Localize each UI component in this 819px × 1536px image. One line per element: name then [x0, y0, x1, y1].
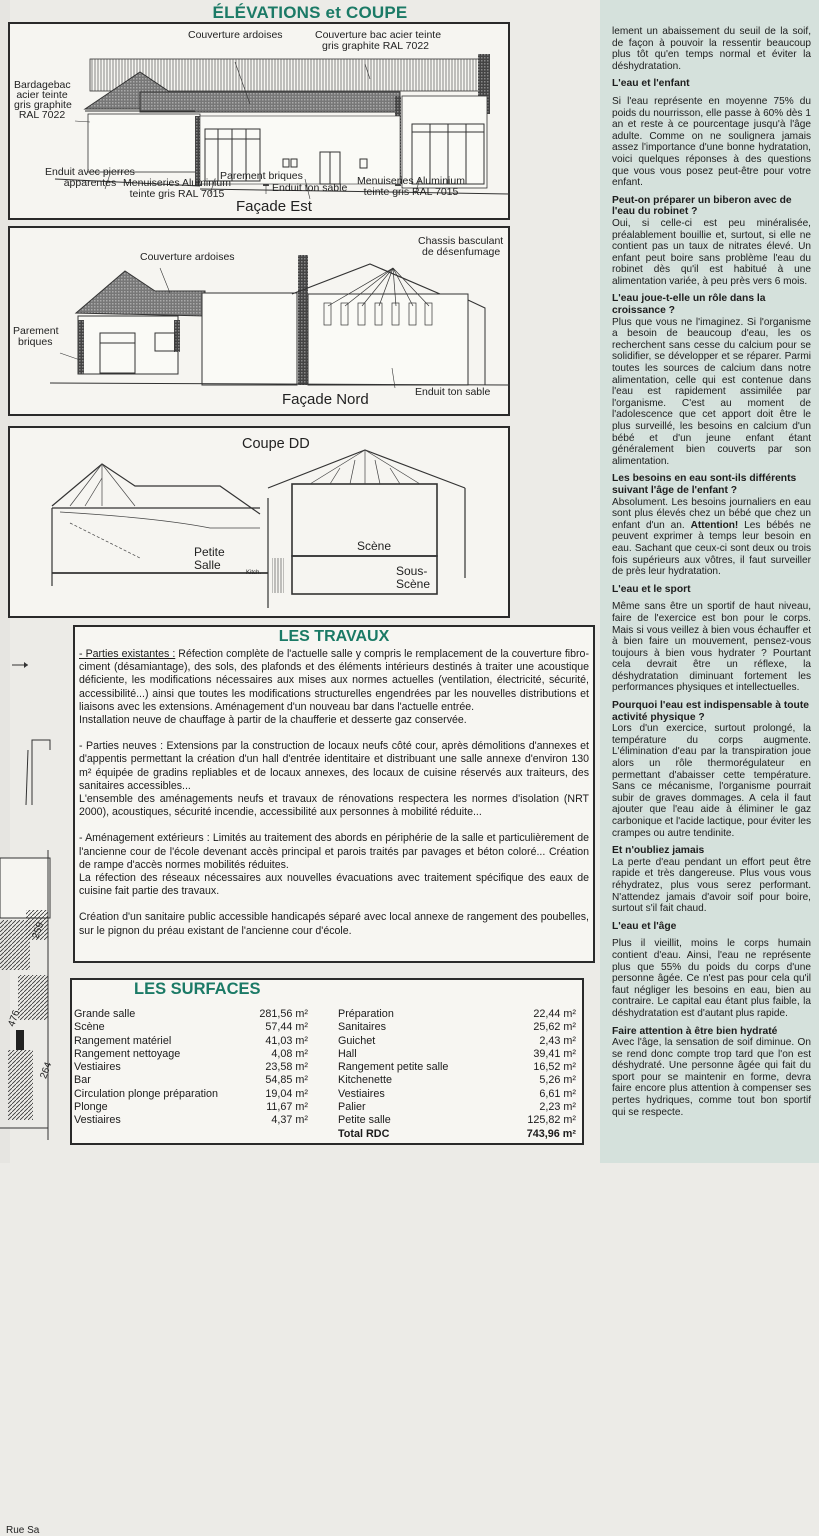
surfaces-right-column — [338, 1008, 576, 1141]
sidebar-intro: lement un abaissement du seuil de la soif, de façon à pouvoir la ressentir beaucoup plus tôt qu'en temps normal et éviter la déshydratation. — [612, 26, 811, 72]
parcel-259: 259 — [30, 920, 47, 941]
section-text: Avec l'âge, la sensation de soif diminue. On se rend donc compte trop tard que l'on est déshydraté. Une personne âgée qui fait du sport pour se maintenir en forme, devra faire encore plus attention à compenser ses pertes hydriques, comme tout bon sportif qui se respecte. — [612, 1037, 811, 1118]
label-petite: Petite — [194, 545, 225, 559]
section-title: Faire attention à être bien hydraté — [612, 1025, 778, 1037]
label-menuiseries-b-2: teinte gris RAL 7015 — [363, 186, 459, 198]
label-menuiseries-a-1: Menuiseries Aluminium — [123, 177, 231, 189]
surface-row: Sanitaires 25,62 m² — [338, 1021, 576, 1034]
section-title: L'eau joue-t-elle un rôle dans la croissance ? — [612, 293, 766, 317]
label-bardage-1: Bardagebac — [14, 79, 71, 91]
existantes-text: Réfection complète de l'actuelle salle y compris le remplacement de la couverture fibro-ciment (désamiantage), des sols, des plafonds et des éléments intérieurs destinés à traiter une acoustique déficiente, les modifications nécessaires aux mises aux normes actuelles (ventilation, électricité, sécurité, accessibilité...) ainsi que toutes les modifications structurelles engendrées par les nouvelles distributions et liaisons avec les extensions. Aménagement d'un nouveau bar dans l'actuelle entrée. — [79, 648, 589, 713]
label-couverture-ardoises: Couverture ardoises — [188, 29, 283, 41]
surface-row: Vestiaires 4,37 m² — [74, 1114, 308, 1127]
surface-total-row: Total RDC 743,96 m² — [338, 1127, 576, 1140]
travaux-neuves: - Parties neuves : Extensions par la construction de locaux neufs côté cour, après démolitions d'annexes et d'appentis permettant la création d'un hall d'entrée identitaire et distribuant une salle annexe d'environ 130 m² équipée de gradins repliables et de locaux annexes, des locaux de cuisine réservés aux traiteurs, des sanitaires accessibles... — [79, 740, 589, 792]
surface-row: Vestiaires 23,58 m² — [74, 1061, 308, 1074]
label-kitch: Kitch. — [246, 570, 262, 576]
label-couverture-ardoises-nord: Couverture ardoises — [140, 251, 235, 263]
attention-emphasis: Attention! — [690, 519, 739, 531]
section-title: L'eau et le sport — [612, 583, 691, 595]
coupe-caption: Coupe DD — [242, 436, 310, 452]
surface-row: Rangement matériel 41,03 m² — [74, 1034, 308, 1047]
label-chassis-1: Chassis basculant — [418, 235, 504, 247]
surfaces-left-column — [74, 1008, 308, 1128]
label-scene: Scène — [357, 539, 392, 553]
label-parement-2: briques — [18, 336, 53, 348]
surface-row: Hall 39,41 m² — [338, 1047, 576, 1060]
travaux-box — [73, 625, 595, 963]
facade-nord-drawing — [8, 226, 510, 416]
section-text: Même sans être un sportif de haut niveau, faire de l'exercice est bon pour le corps. Mais si vous veillez à bien vous échauffer et à bien faire un mouvement, pensez-vous toujours à bien vous hydrater ? Pourtant cela devrait être un réflexe, la déshydratation diminuant fortement les performances physiques et intellectuelles. — [612, 601, 811, 694]
surface-row: Petite salle 125,82 m² — [338, 1114, 576, 1127]
section-title: Peut-on préparer un biberon avec de l'eau du robinet ? — [612, 194, 792, 218]
surface-row: Préparation 22,44 m² — [338, 1008, 576, 1020]
section-title: Et n'oubliez jamais — [612, 845, 705, 857]
surfaces-box — [70, 978, 584, 1145]
label-menuiseries-b-1: Menuiseries Aluminium — [357, 175, 465, 187]
surfaces-title: LES SURFACES — [134, 980, 261, 998]
label-bardage-2: acier teinte — [16, 89, 68, 101]
surface-row: Bar 54,85 m² — [74, 1074, 308, 1087]
label-bardage-3: gris graphite — [14, 99, 72, 111]
label-bardage-4: RAL 7022 — [18, 109, 66, 121]
surface-row: Circulation plonge préparation 19,04 m² — [74, 1087, 308, 1100]
surface-row: Vestiaires 6,61 m² — [338, 1087, 576, 1100]
surface-row: Plonge 11,67 m² — [74, 1101, 308, 1114]
travaux-existantes — [79, 648, 589, 714]
label-couverture-bac-2: gris graphite RAL 7022 — [322, 40, 430, 52]
sidebar-article — [600, 0, 819, 1163]
section-text: Oui, si celle-ci est peu minéralisée, préalablement bouillie et, surtout, si elle ne contient pas un taux de nitrates élevé. Un enfant peut boire sans problème l'eau du robinet dès qu'il est habitué à une alimentation variée, à peu près vers 6 mois. — [612, 217, 811, 287]
label-sous: Sous- — [396, 564, 428, 578]
section-text: Plus que vous ne l'imaginez. Si l'organisme a besoin de beaucoup d'eau, les os recherchent sans cesse du calcium pour se solidifier, se développer et se réparer. Parmi toutes les sources de calcium dans notre alimentation, celle qui est contenue dans l'eau est rapidement assimilée par l'organisme. C'est au moment de l'adolescence que cet apport doit être le plus surveillé, les besoins en calcium d'un bébé et d'un jeune enfant étant généralement bien couverts par son alimentation. — [612, 316, 811, 467]
section-text: Lors d'un exercice, surtout prolongé, la température du corps augmente. L'élimination d'eau par la transpiration joue alors un rôle thermorégulateur en permettant d'abaisser cette température. Sans ce mécanisme, l'organisme pourrait subir de graves dommages. A cela il faut ajouter que l'eau aide à éliminer le gaz carbonique et l'acide lactique, pour éviter les crampes ou autre tendinite. — [612, 723, 811, 839]
section-title: Les besoins en eau sont-ils différents suivant l'âge de l'enfant ? — [612, 473, 797, 496]
surface-row: Guichet 2,43 m² — [338, 1034, 576, 1047]
label-enduit-pierres-1: Enduit avec pierres — [45, 166, 135, 178]
facade-nord-caption: Façade Nord — [282, 391, 369, 408]
label-chassis-2: de désenfumage — [422, 246, 501, 258]
label-couverture-bac-1: Couverture bac acier teinte — [315, 29, 442, 41]
section-text: Absolument. Les besoins journaliers en eau sont plus élevés chez un bébé que chez un enfant d'un an. Attention! Les bébés ne peuvent exprimer à temps leur besoin en eau. Sachant que ceux-ci sont deux ou trois fois supérieurs aux vôtres, il faut surveiller de près leur hydratation. — [612, 496, 812, 578]
label-parement-1: Parement — [13, 325, 59, 337]
surface-row: Palier 2,23 m² — [338, 1101, 576, 1114]
travaux-sanitaire: Création d'un sanitaire public accessible handicapés séparé avec local annexe de rangement des poubelles, sur le pignon du préau existant de l'ancienne cour d'école. — [79, 911, 589, 937]
label-enduit-sable: Enduit ton sable — [272, 182, 348, 194]
label-parement-briques: Parement briques — [220, 170, 303, 182]
travaux-normes: L'ensemble des aménagements neufs et travaux de rénovations respectera les normes d'isolation (NRT 2000), acoustiques, sécurité incendie, accessibilité aux personnes à mobilité réduite... — [79, 793, 589, 819]
facade-est-caption: Façade Est — [236, 198, 312, 215]
page-title: ÉLÉVATIONS et COUPE — [212, 3, 408, 22]
travaux-exterieurs: - Aménagement extérieurs : Limités au traitement des abords en périphérie de la salle et particulièrement de l'ancienne cour de l'école devenant accès principal et parois traités par pavages et béton coloré... Création de rampe d'accès normes mobilités réduites. — [79, 832, 589, 871]
surface-row: Scène 57,44 m² — [74, 1021, 308, 1034]
surface-row: Rangement nettoyage 4,08 m² — [74, 1047, 308, 1060]
section-text: Plus il vieillit, moins le corps humain contient d'eau. Ainsi, l'eau ne représente plus que 55% du poids du corps d'une personne âgée. Ce n'est pas pour cela qu'il faut négliger les besoins en eau, bien au contraire. Le capital eau étant plus faible, la déshydratation est d'autant plus rapide. — [612, 938, 811, 1019]
existantes-label: - Parties existantes : — [79, 648, 176, 660]
section-title: L'eau et l'âge — [612, 920, 677, 932]
facade-est-drawing — [8, 22, 510, 220]
surface-row: Kitchenette 5,26 m² — [338, 1074, 576, 1087]
section-text: Si l'eau représente en moyenne 75% du poids du nourrisson, elle passe à 60% dès 1 an et reste à ce pourcentage jusqu'à l'âge adulte. Comme on ne soulignera jamais assez l'importance d'une bonne hydratation, voici quelques réponses à des questions que vous vous posez peut-être pour votre enfant. — [612, 95, 811, 189]
section-title: Pourquoi l'eau est indispensable à toute activité physique ? — [612, 700, 809, 723]
travaux-chauffage: Installation neuve de chauffage à partir de la chaufferie et desserte gaz conservée. — [79, 714, 467, 727]
coupe-dd-illustration — [10, 428, 512, 620]
section-title: L'eau et l'enfant — [612, 78, 690, 90]
parcel-476: 476 — [6, 1008, 23, 1029]
parcel-264: 264 — [38, 1060, 55, 1081]
map-illustration — [0, 620, 68, 1163]
label-salle-text: Salle — [194, 558, 221, 572]
label-enduit-pierres-2: apparentes — [63, 177, 117, 189]
coupe-dd-drawing — [8, 426, 510, 618]
travaux-title: LES TRAVAUX — [278, 628, 390, 645]
label-enduit-sable-nord: Enduit ton sable — [415, 386, 491, 398]
label-menuiseries-a-2: teinte gris RAL 7015 — [129, 188, 225, 200]
travaux-reseaux: La réfection des réseaux nécessaires aux nouvelles évacuations avec traitement spécifique des eaux de cuisine fait partie des travaux. — [79, 872, 589, 898]
cadastral-map-fragment — [0, 620, 68, 1536]
street-label: Rue Sa — [6, 1525, 40, 1536]
label-sous-scene: Scène — [396, 577, 431, 591]
surface-row: Rangement petite salle 16,52 m² — [338, 1061, 576, 1074]
surface-row: Grande salle 281,56 m² — [74, 1008, 308, 1020]
section-text: La perte d'eau pendant un effort peut être rapide et très dangereuse. Plus vous vous réhydratez, plus vous serez performant. N'attendez jamais d'avoir soif pour boire, surtout s'il fait chaud. — [612, 856, 811, 915]
